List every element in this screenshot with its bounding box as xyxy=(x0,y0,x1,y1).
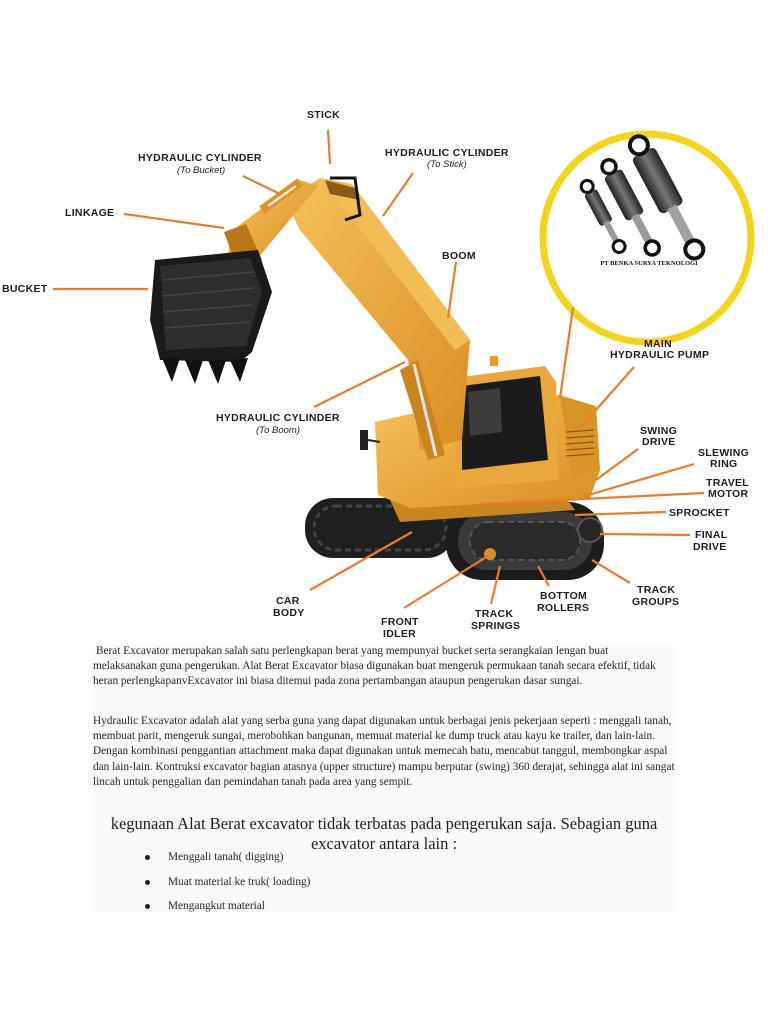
logo-caption: PT BENKA SURYA TEKNOLOGI xyxy=(600,260,698,267)
uses-list xyxy=(143,850,310,924)
label-boom: BOOM xyxy=(442,250,476,262)
label-track-springs: SPRINGS xyxy=(471,620,521,632)
section-heading: kegunaan Alat Berat excavator tidak terbatas pada pengerukan saja. Sebagian guna excavator antara lain : xyxy=(110,814,658,853)
list-item-text: Menggali tanah( digging) xyxy=(168,851,284,863)
label-final-drive: DRIVE xyxy=(693,541,727,553)
label-hydraulic-cylinder-stick: HYDRAULIC CYLINDER xyxy=(385,147,509,159)
bucket-part xyxy=(150,250,272,384)
list-item xyxy=(143,899,310,924)
label-linkage: LINKAGE xyxy=(65,207,115,219)
label-bottom-rollers: ROLLERS xyxy=(537,602,590,614)
label-motor: MOTOR xyxy=(708,488,749,500)
bullet-icon xyxy=(145,855,150,860)
list-item xyxy=(143,850,310,875)
label-car-body: BODY xyxy=(273,607,305,619)
label-main: MAIN xyxy=(644,338,673,350)
label-idler: IDLER xyxy=(383,628,416,640)
list-item-text: Muat material ke truk( loading) xyxy=(168,875,311,888)
label-hydraulic-pump: HYDRAULIC PUMP xyxy=(610,349,710,361)
label-track: TRACK xyxy=(475,608,514,620)
label-front: FRONT xyxy=(381,616,419,628)
label-track-groups: GROUPS xyxy=(632,596,680,608)
label-final: FINAL xyxy=(695,529,728,541)
bullet-icon xyxy=(145,880,150,885)
list-item xyxy=(143,875,310,900)
label-bottom: BOTTOM xyxy=(540,590,588,602)
label-travel: TRAVEL xyxy=(706,477,750,489)
label-track-2: TRACK xyxy=(637,584,676,596)
label-ring: RING xyxy=(710,458,738,470)
list-item-text: Mengangkut material xyxy=(168,900,265,912)
label-hydraulic-cylinder-boom: HYDRAULIC CYLINDER xyxy=(216,412,340,424)
label-drive: DRIVE xyxy=(642,436,676,448)
bullet-icon xyxy=(145,904,150,909)
label-to-bucket: (To Bucket) xyxy=(177,165,226,176)
label-to-stick: (To Stick) xyxy=(427,159,467,170)
label-slewing: SLEWING xyxy=(698,447,750,459)
label-sprocket: SPROCKET xyxy=(669,507,730,519)
company-logo xyxy=(543,131,751,342)
label-car: CAR xyxy=(276,595,300,607)
article-text xyxy=(93,644,675,912)
excavator-parts-diagram xyxy=(0,60,768,650)
paragraph-hydraulic-excavator: Hydraulic Excavator adalah alat yang serba guna yang dapat digunakan untuk berbagai jenis pekerjaan seperti : menggali tanah, membuat parit, mengeruk sungai, merobohkan bangunan, memuat material ke dump truck atau kayu ke trailer, dan lain-lain. Dengan kombinasi penggantian attachment maka dapat digunakan untuk memecah batu, mencabut tanggul, membongkar aspal dan lain-lain. Kontruksi excavator bagian atasnya (upper structure) mampu berputar (swing) 360 derajat, sehingga alat ini sangat lincah untuk penggalian dan pemindahan tanah pada area yang sempit. xyxy=(93,715,675,788)
paragraph-intro: Berat Excavator merupakan salah satu perlengkapan berat yang mempunyai bucket serta serangkaian lengan buat melaksanakan guna pengerukan. Alat Berat Excavator biasa digunakan buat mengeruk permukaan tanah secara efektif, tidak heran perlengkapanvExcavator ini biasa ditemui pada zona pertambangan ataupun pengerukan dasar sungai. xyxy=(93,645,656,688)
label-swing: SWING xyxy=(640,425,678,437)
label-bucket: BUCKET xyxy=(2,283,48,295)
excavator-illustration xyxy=(150,178,604,580)
label-to-boom: (To Boom) xyxy=(256,425,300,436)
label-hydraulic-cylinder-bucket: HYDRAULIC CYLINDER xyxy=(138,152,262,164)
label-stick: STICK xyxy=(307,109,340,121)
